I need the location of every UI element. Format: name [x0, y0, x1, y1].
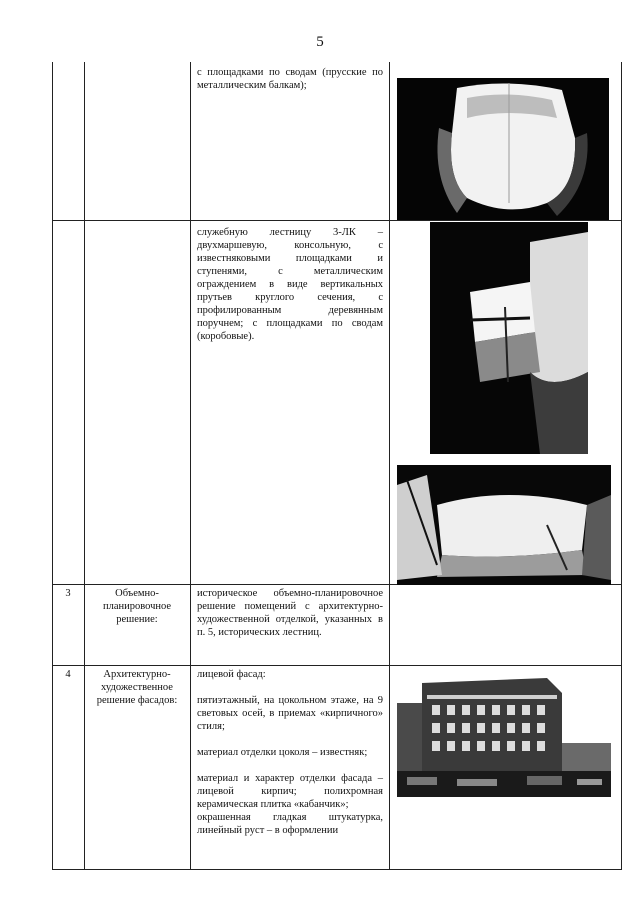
row-4-paragraph-4: окрашенная гладкая штукатурка, линейный руст – в оформлении	[197, 812, 383, 836]
table-row-1-text	[197, 66, 383, 92]
facade-photo	[397, 673, 611, 797]
column-divider-text	[389, 62, 390, 870]
table-row-2-text	[197, 226, 383, 343]
staircase-vault-photo	[397, 78, 609, 220]
row-4-paragraph-3: материал и характер отделки фасада – лицевой кирпич; полихромная керамическая плитка «кабанчик»;	[197, 773, 383, 810]
row-2-paragraph: служебную лестницу 3-ЛК – двухмаршевую, консольную, с известняковыми площадками и ступенями, с металлическим ограждением в виде вертикальных прутьев круглого сечения, с профилированным деревянным поручнем; с площадками по сводам (коробовые).	[197, 227, 383, 342]
table-row-4-text	[197, 668, 383, 837]
row-4-paragraph-1: пятиэтажный, на цокольном этаже, на 9 световых осей, в приемах «кирпичного» стиля;	[197, 695, 383, 732]
column-divider-name	[190, 62, 191, 870]
page-number: 5	[316, 34, 324, 50]
service-stair-photo-2	[397, 465, 611, 585]
table-row-3-text	[197, 587, 383, 639]
row-4-heading: лицевой фасад:	[197, 669, 266, 680]
service-stair-photo-1	[430, 222, 588, 454]
table-border-bottom	[52, 869, 622, 870]
table-border-right	[621, 62, 622, 870]
table-border-left	[52, 62, 53, 870]
column-divider-num	[84, 62, 85, 870]
row-divider-1	[52, 220, 622, 221]
table-row-4-number: 4	[65, 669, 71, 680]
row-divider-3	[52, 665, 622, 666]
table-row-3-number: 3	[65, 588, 71, 599]
row-1-paragraph: с площадками по сводам (прусские по металлическим балкам);	[197, 67, 383, 91]
table-row-3-name: Объемно-планировочное решение:	[102, 588, 172, 625]
row-3-paragraph: историческое объемно-планировочное решение помещений с архитектурно-художественной отделкой, указанных в п. 5, исторических лестниц.	[197, 588, 383, 638]
table-row-4-name: Архитектурно-художественное решение фасадов:	[96, 669, 178, 706]
row-4-paragraph-2: материал отделки цоколя – известняк;	[197, 747, 368, 758]
heritage-table	[52, 62, 622, 870]
